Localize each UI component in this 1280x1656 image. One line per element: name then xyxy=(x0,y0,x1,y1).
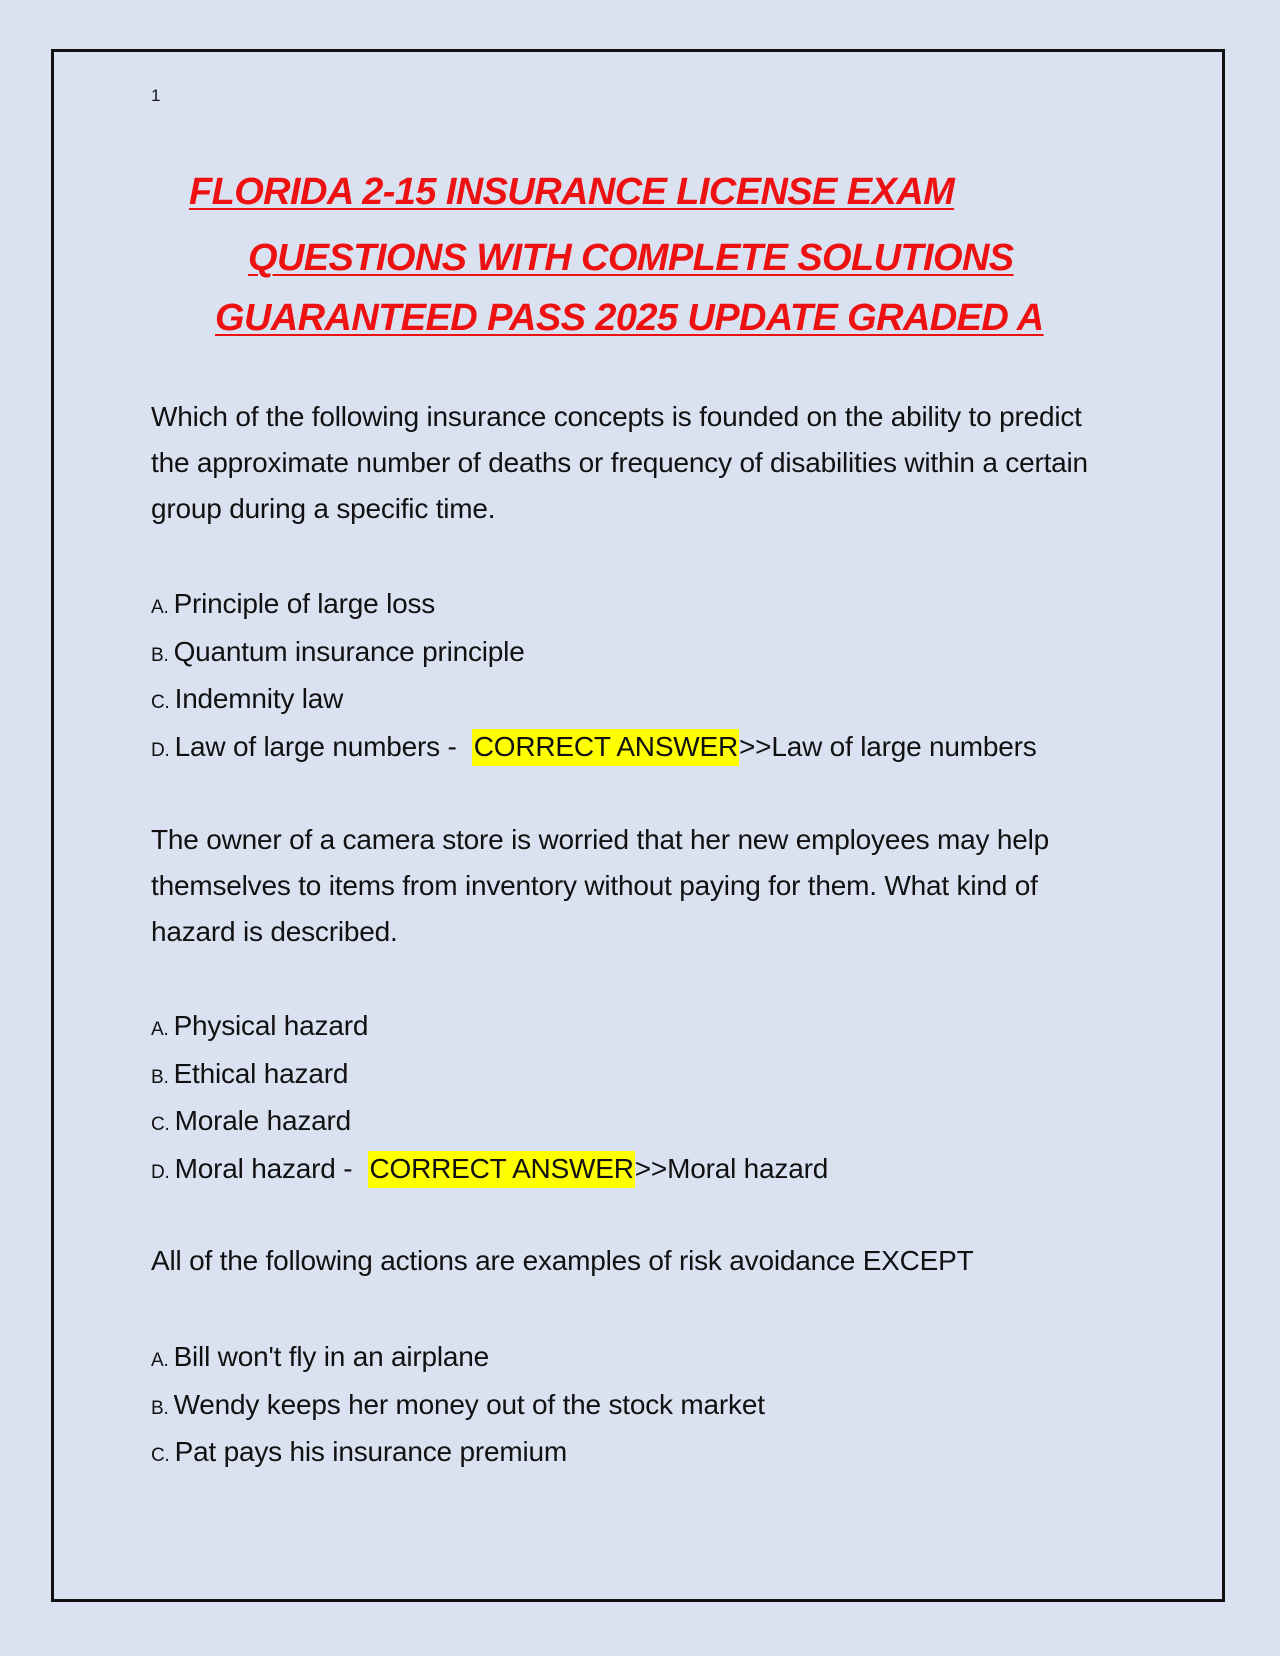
question-1-options xyxy=(151,580,1037,770)
option-letter: D. xyxy=(151,739,170,761)
option-text: Principle of large loss xyxy=(173,588,436,619)
question-3-options xyxy=(151,1333,765,1476)
option-letter: C. xyxy=(151,692,170,713)
option-letter: B. xyxy=(151,1397,169,1419)
option-text: Wendy keeps her money out of the stock market xyxy=(173,1388,765,1420)
document-title-line-3: GUARANTEED PASS 2025 UPDATE GRADED A xyxy=(215,297,1044,339)
option-text: Moral hazard - xyxy=(174,1152,360,1184)
option-text: Bill won't fly in an airplane xyxy=(173,1341,490,1372)
option-item xyxy=(151,1333,765,1381)
page-number: 1 xyxy=(151,86,161,105)
option-item xyxy=(151,675,1037,723)
option-letter: C. xyxy=(151,1445,170,1466)
correct-answer-text: >>Moral hazard xyxy=(634,1152,829,1184)
document-title-line-2: QUESTIONS WITH COMPLETE SOLUTIONS xyxy=(248,237,1014,279)
correct-answer-highlight: CORRECT ANSWER xyxy=(368,1151,635,1188)
option-item xyxy=(151,1381,765,1429)
option-letter: A. xyxy=(151,1019,169,1040)
option-text: Morale hazard xyxy=(174,1105,351,1136)
document-title-line-1: FLORIDA 2-15 INSURANCE LICENSE EXAM xyxy=(189,171,955,213)
option-item xyxy=(151,580,1037,628)
option-text: Quantum insurance principle xyxy=(173,635,525,667)
option-item xyxy=(151,1050,828,1098)
correct-answer-text: >>Law of large numbers xyxy=(739,730,1037,762)
option-item xyxy=(151,1428,765,1476)
question-1-text: Which of the following insurance concepts is founded on the ability to predict the approximate number of deaths or frequency of disabilities within a certain group during a specific time. xyxy=(151,401,1088,524)
option-text: Law of large numbers - xyxy=(174,730,465,762)
question-3-text: All of the following actions are examples of risk avoidance EXCEPT xyxy=(151,1245,974,1276)
option-letter: B. xyxy=(151,644,169,666)
option-text: Ethical hazard xyxy=(173,1057,349,1089)
option-letter: C. xyxy=(151,1114,170,1135)
option-letter: A. xyxy=(151,597,169,618)
option-letter: D. xyxy=(151,1161,170,1183)
option-letter: A. xyxy=(151,1350,169,1371)
option-text: Indemnity law xyxy=(174,683,344,714)
option-item xyxy=(151,723,1037,771)
correct-answer-highlight: CORRECT ANSWER xyxy=(472,729,739,766)
option-text: Physical hazard xyxy=(173,1010,369,1041)
option-item xyxy=(151,1002,828,1050)
question-2-options xyxy=(151,1002,828,1192)
option-text: Pat pays his insurance premium xyxy=(174,1436,568,1467)
option-item xyxy=(151,1145,828,1193)
question-2-text: The owner of a camera store is worried that her new employees may help themselves to items from inventory without paying for them. What kind of hazard is described. xyxy=(151,824,1049,947)
option-letter: B. xyxy=(151,1066,169,1088)
option-item xyxy=(151,628,1037,676)
option-item xyxy=(151,1097,828,1145)
